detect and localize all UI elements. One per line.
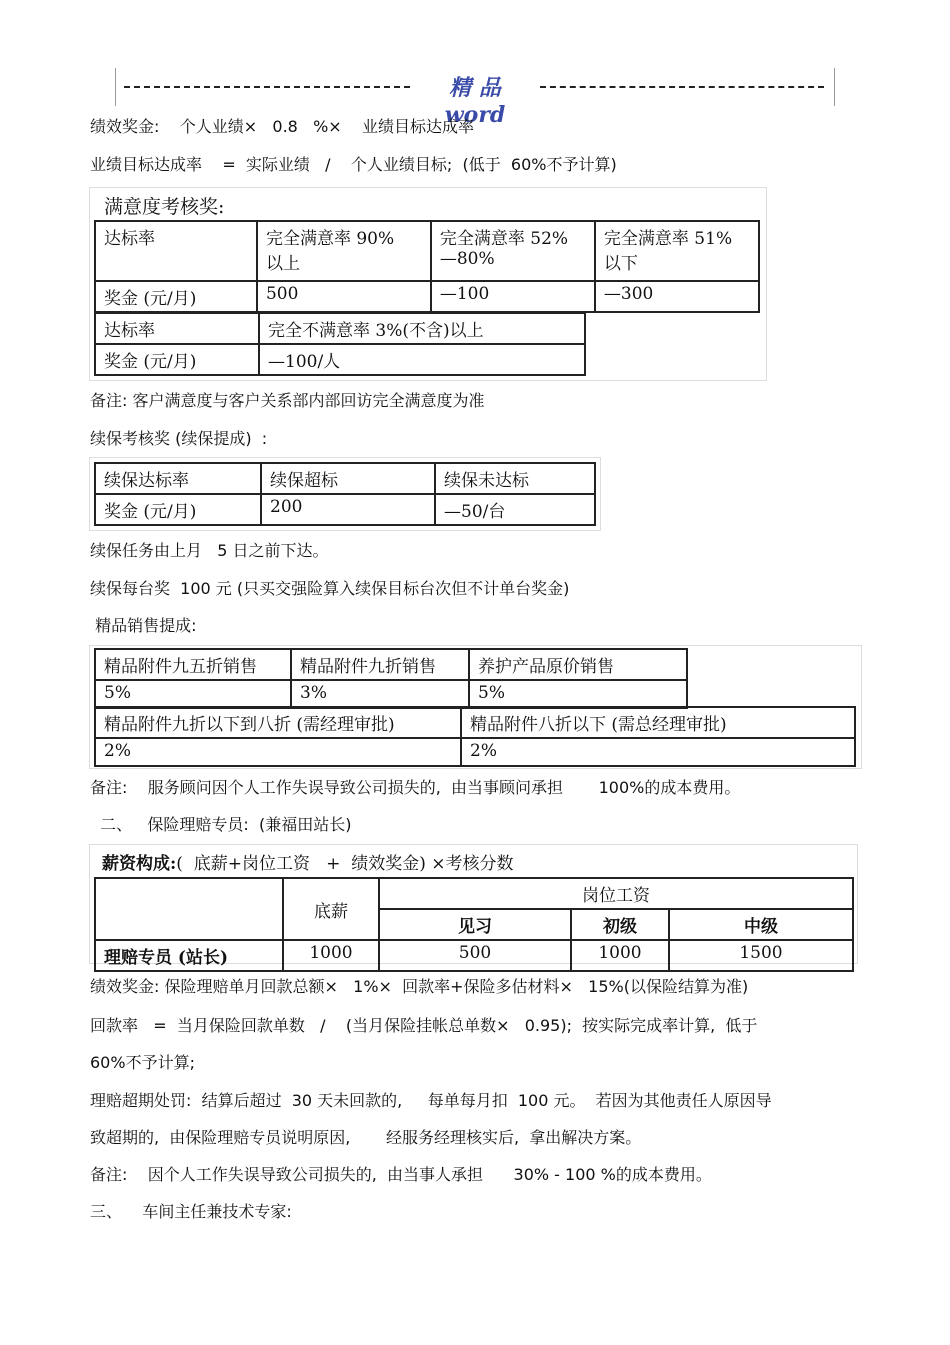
renewal-value-200: 200 <box>261 494 435 525</box>
sales-header-care: 养护产品原价销售 <box>469 649 687 680</box>
para-overdue-penalty: 理赔超期处罚: 结算后超过 30 天未回款的, 每单每月扣 100 元。 若因为其他责任人原因导 <box>90 1091 772 1110</box>
salary-value-base: 1000 <box>283 940 379 971</box>
salary-header-base: 底薪 <box>283 878 379 940</box>
header-dash-left <box>124 86 410 88</box>
header-title: 精 品 word <box>444 75 506 128</box>
sales-value-care: 5% <box>469 680 687 708</box>
salary-value-junior: 1000 <box>571 940 669 971</box>
sat-value-500: 500 <box>257 281 431 312</box>
sales-value-80: 2% <box>95 738 461 766</box>
renewal-row-bonus: 奖金 (元/月) <box>95 494 261 525</box>
sat-header-bonus: 奖金 (元/月) <box>95 281 257 312</box>
sat-cell-51-line2: 以下 <box>603 254 638 274</box>
para-payback-rate-cont: 60%不予计算; <box>90 1053 195 1072</box>
salary-header-empty <box>95 878 283 940</box>
salary-title <box>102 849 514 874</box>
salary-value-trainee: 500 <box>379 940 571 971</box>
renewal-header-over: 续保超标 <box>261 463 435 494</box>
salary-table <box>94 877 854 972</box>
sat-cell-90-line2: 以上 <box>265 254 300 274</box>
sat-cell-51 <box>595 221 759 281</box>
sales-header-80: 精品附件九折以下到八折 (需经理审批) <box>95 707 461 738</box>
section-two-heading: 二、 保险理赔专员: (兼福田站长) <box>90 815 352 834</box>
sat-value-minus100: —100 <box>431 281 595 312</box>
dissat-cell-3: 完全不满意率 3%(不含)以上 <box>259 313 585 344</box>
sales-header-95: 精品附件九五折销售 <box>95 649 291 680</box>
sales-header-90: 精品附件九折销售 <box>291 649 469 680</box>
renewal-header-rate: 续保达标率 <box>95 463 261 494</box>
para-renewal-task: 续保任务由上月 5 日之前下达。 <box>90 541 329 560</box>
para-renewal-title: 续保考核奖 (续保提成) : <box>90 429 268 448</box>
salary-role: 理赔专员 (站长) <box>95 940 283 971</box>
salary-title-bold: 薪资构成: <box>102 854 177 874</box>
para-satisfaction-note: 备注: 客户满意度与客户关系部内部回访完全满意度为准 <box>90 391 485 410</box>
sales-table-top <box>94 648 688 709</box>
para-overdue-penalty-cont: 致超期的, 由保险理赔专员说明原因, 经服务经理核实后, 拿出解决方案。 <box>90 1128 642 1147</box>
satisfaction-title: 满意度考核奖: <box>104 196 225 218</box>
renewal-value-minus50: —50/台 <box>435 494 595 525</box>
renewal-table-image <box>89 457 601 531</box>
sales-value-95: 5% <box>95 680 291 708</box>
renewal-header-under: 续保未达标 <box>435 463 595 494</box>
sat-cell-90-line1: 完全满意率 90% <box>265 229 395 249</box>
salary-table-image <box>89 844 858 968</box>
renewal-table <box>94 462 596 526</box>
dissat-header-rate: 达标率 <box>95 313 259 344</box>
sat-cell-52-line1: 完全满意率 52% <box>439 229 569 249</box>
salary-header-post: 岗位工资 <box>379 878 853 909</box>
salary-level-junior: 初级 <box>571 909 669 940</box>
sales-table-bottom <box>94 706 856 767</box>
sat-header-rate: 达标率 <box>95 221 257 281</box>
para-payback-rate: 回款率 = 当月保险回款单数 / (当月保险挂帐总单数× 0.95); 按实际完成率计算, 低于 <box>90 1016 758 1035</box>
salary-value-middle: 1500 <box>669 940 853 971</box>
satisfaction-table-image <box>89 187 767 381</box>
section-three-heading: 三、 车间主任兼技术专家: <box>90 1202 292 1221</box>
satisfaction-table <box>94 220 760 313</box>
sat-cell-90 <box>257 221 431 281</box>
sat-cell-52 <box>431 221 595 281</box>
para-performance-bonus: 绩效奖金: 个人业绩× 0.8 %× 业绩目标达成率 <box>90 117 475 136</box>
salary-level-middle: 中级 <box>669 909 853 940</box>
para-claims-note: 备注: 因个人工作失误导致公司损失的, 由当事人承担 30% - 100 %的成本费用。 <box>90 1165 712 1184</box>
sat-value-minus300: —300 <box>595 281 759 312</box>
para-sales-note: 备注: 服务顾问因个人工作失误导致公司损失的, 由当事顾问承担 100%的成本费用。 <box>90 778 741 797</box>
dissat-value: —100/人 <box>259 344 585 375</box>
sales-table-image <box>89 645 862 769</box>
dissatisfaction-table <box>94 312 586 376</box>
sat-cell-52-line2: —80% <box>439 249 495 269</box>
sales-value-below80: 2% <box>461 738 855 766</box>
para-target-rate: 业绩目标达成率 = 实际业绩 / 个人业绩目标; (低于 60%不予计算) <box>90 155 617 174</box>
salary-level-trainee: 见习 <box>379 909 571 940</box>
salary-title-rest: ( 底薪+岗位工资 + 绩效奖金) ×考核分数 <box>176 854 514 874</box>
header-dash-right <box>540 86 824 88</box>
para-renewal-per-car: 续保每台奖 100 元 (只买交强险算入续保目标台次但不计单台奖金) <box>90 579 570 598</box>
para-claims-bonus: 绩效奖金: 保险理赔单月回款总额× 1%× 回款率+保险多估材料× 15%(以保险结算为准) <box>90 977 749 996</box>
dissat-header-bonus: 奖金 (元/月) <box>95 344 259 375</box>
sat-cell-51-line1: 完全满意率 51% <box>603 229 733 249</box>
sales-header-below80: 精品附件八折以下 (需总经理审批) <box>461 707 855 738</box>
para-sales-title: 精品销售提成: <box>90 616 197 635</box>
sales-value-90: 3% <box>291 680 469 708</box>
